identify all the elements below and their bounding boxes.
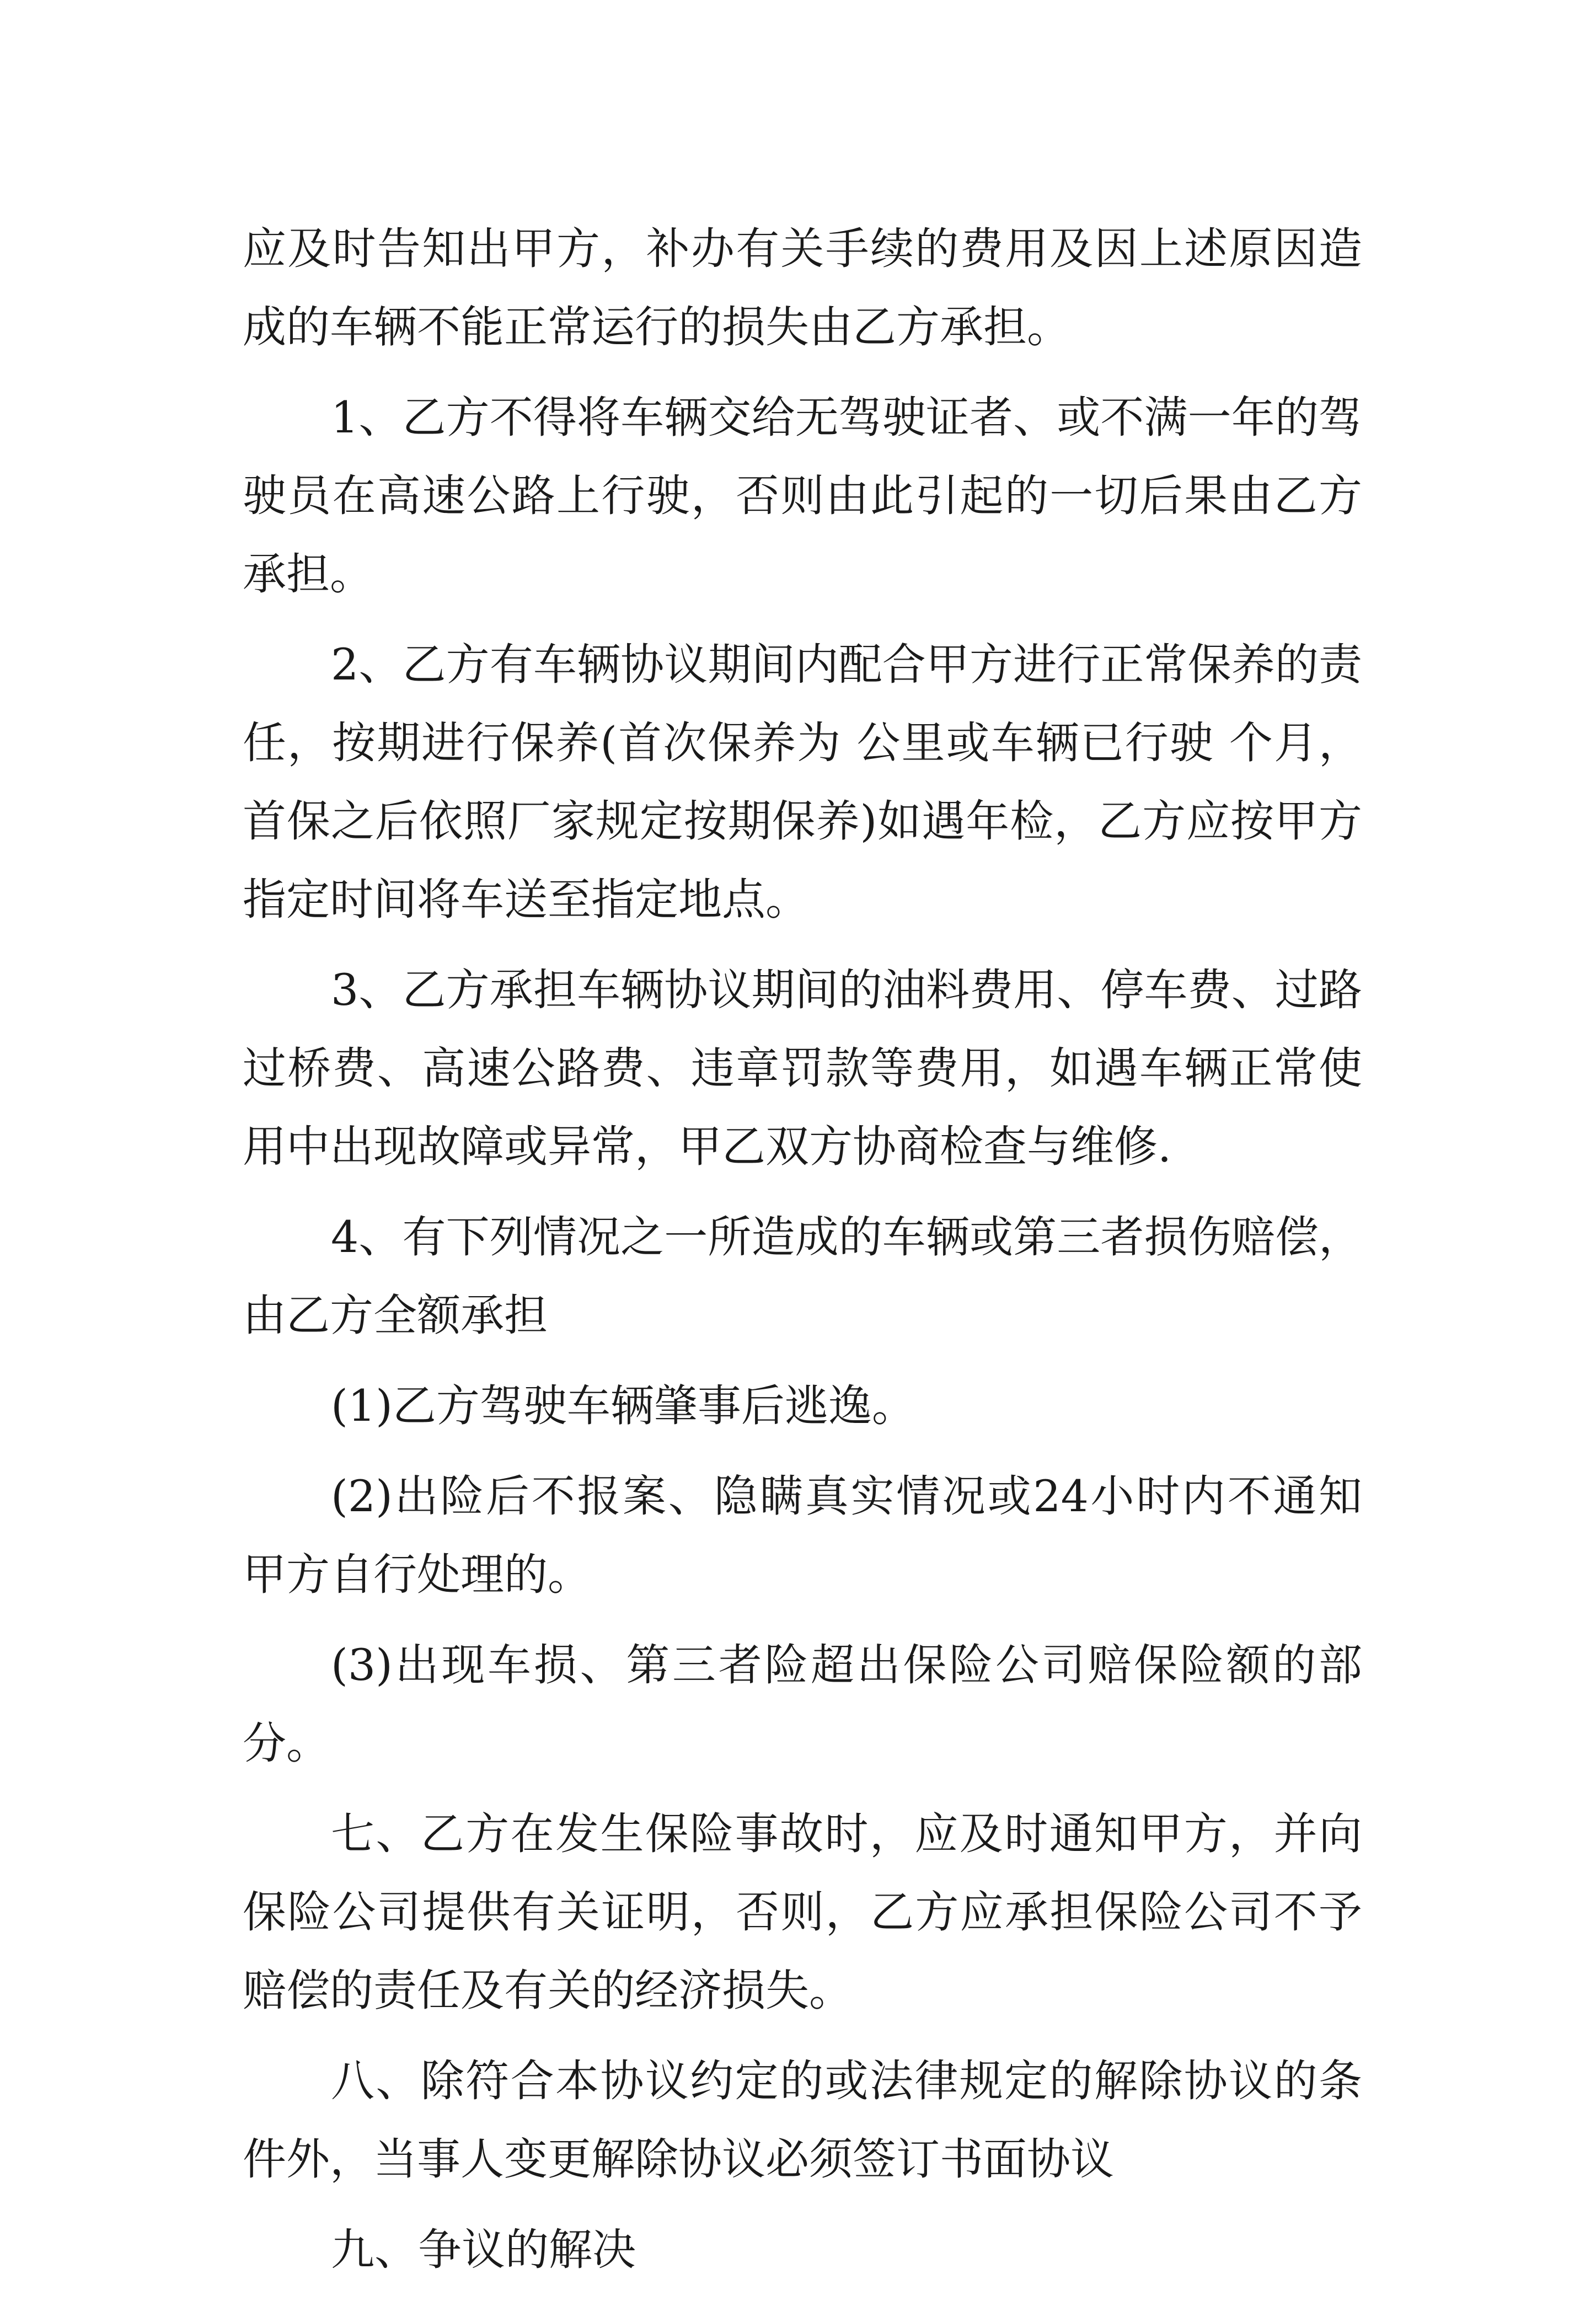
paragraph-section-7: 七、乙方在发生保险事故时，应及时通知甲方，并向保险公司提供有关证明，否则，乙方应承担保险公司不予赔偿的责任及有关的经济损失。 — [243, 1808, 1362, 2016]
paragraph-clause-3: 3、乙方承担车辆协议期间的油料费用、停车费、过路过桥费、高速公路费、违章罚款等费用，如遇车辆正常使用中出现故障或异常，甲乙双方协商检查与维修. — [243, 965, 1362, 1172]
paragraph-notify-party-a: 应及时告知出甲方，补办有关手续的费用及因上述原因造成的车辆不能正常运行的损失由乙方承担。 — [243, 223, 1362, 352]
paragraph-clause-2: 2、乙方有车辆协议期间内配合甲方进行正常保养的责任，按期进行保养(首次保养为 公里或车辆已行驶 个月，首保之后依照厂家规定按期保养)如遇年检，乙方应按甲方指定时间将车送至指定地点。 — [243, 639, 1362, 925]
paragraph-section-8: 八、除符合本协议约定的或法律规定的解除协议的条件外，当事人变更解除协议必须签订书面协议 — [243, 2056, 1362, 2185]
paragraph-clause-1: 1、乙方不得将车辆交给无驾驶证者、或不满一年的驾驶员在高速公路上行驶，否则由此引起的一切后果由乙方承担。 — [243, 392, 1362, 600]
paragraph-item-2: (2)出险后不报案、隐瞒真实情况或24小时内不通知甲方自行处理的。 — [243, 1471, 1362, 1600]
paragraph-item-1: (1)乙方驾驶车辆肇事后逃逸。 — [331, 1380, 915, 1431]
paragraph-item-3: (3)出现车损、第三者险超出保险公司赔保险额的部分。 — [243, 1640, 1362, 1769]
document-body — [243, 210, 1362, 2301]
paragraph-section-9: 九、争议的解决 — [331, 2224, 636, 2275]
paragraph-clause-4: 4、有下列情况之一所造成的车辆或第三者损伤赔偿，由乙方全额承担 — [243, 1212, 1362, 1341]
